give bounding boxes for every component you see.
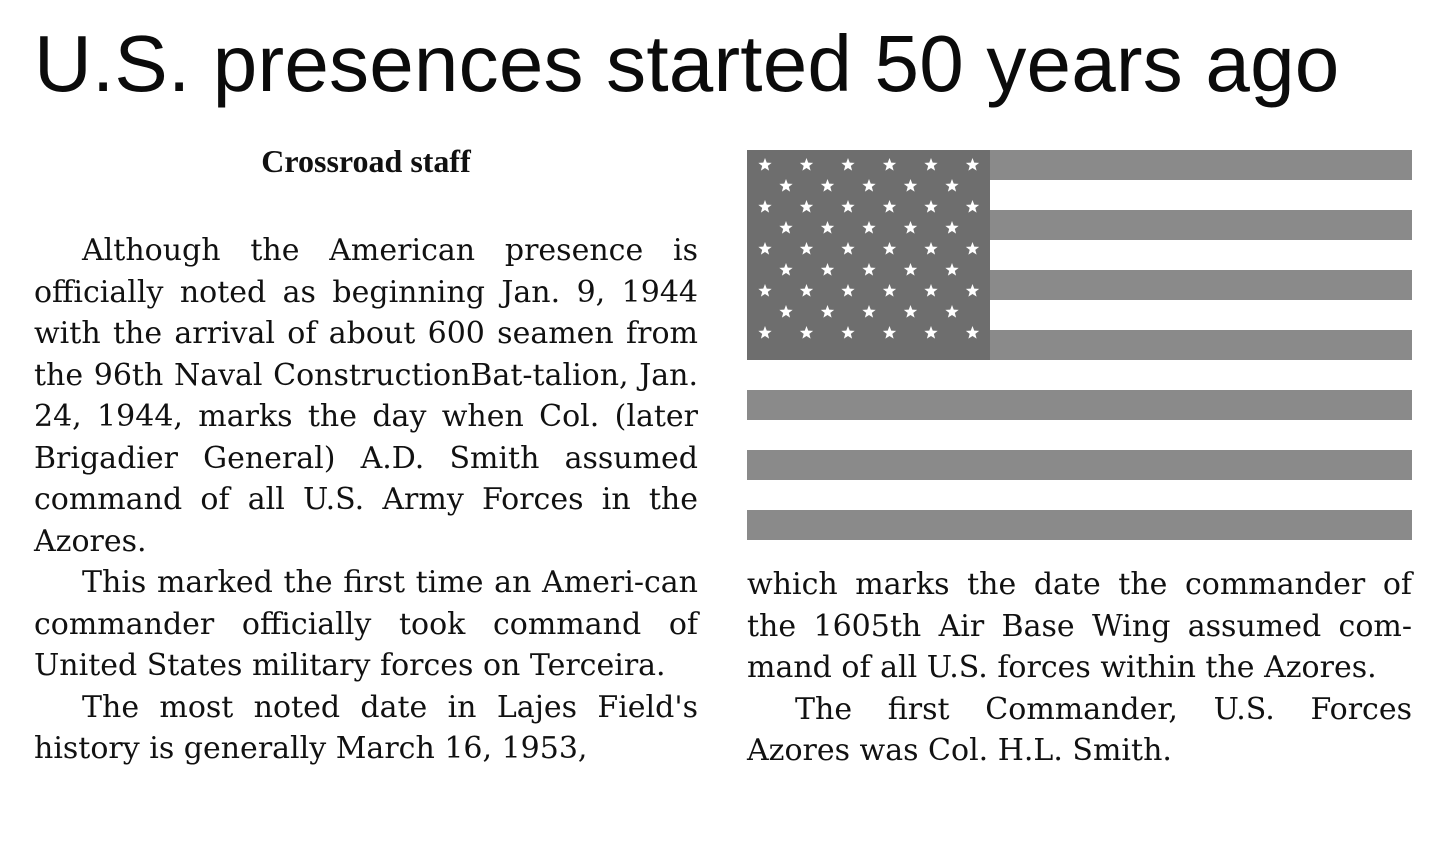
flag-stripe: [747, 450, 1412, 480]
headline: U.S. presences started 50 years ago: [34, 19, 1340, 108]
flag-stripe: [747, 510, 1412, 540]
flag-stripe: [747, 390, 1412, 420]
byline: Crossroad staff: [261, 143, 471, 179]
article-paragraph: This marked the first time an Ameri-can commander officially took command of United States military forces on Terceira.: [34, 565, 698, 683]
article-column-right: [747, 564, 1412, 772]
article-paragraph: The first Commander, U.S. Forces Azores was Col. H.L. Smith.: [747, 691, 1412, 768]
article-paragraph: The most noted date in Lajes Field's history is generally March 16, 1953,: [34, 689, 698, 766]
article-paragraph: which marks the date the commander of the 1605th Air Base Wing assumed com-mand of all U.S. forces within the Azores.: [747, 567, 1412, 685]
previous-article-text-cutoff: [60, 0, 820, 8]
article-paragraph: Although the American presence is officially noted as beginning Jan. 9, 1944 with the arrival of about 600 seamen from the 96th Naval ConstructionBat-talion, Jan. 24, 1944, marks the day when Col. (later Brigadier General) A.D. Smith assumed command of all U.S. Army Forces in the Azores.: [34, 233, 698, 559]
article-column-left: [34, 230, 698, 770]
us-flag-icon: [747, 150, 1412, 540]
